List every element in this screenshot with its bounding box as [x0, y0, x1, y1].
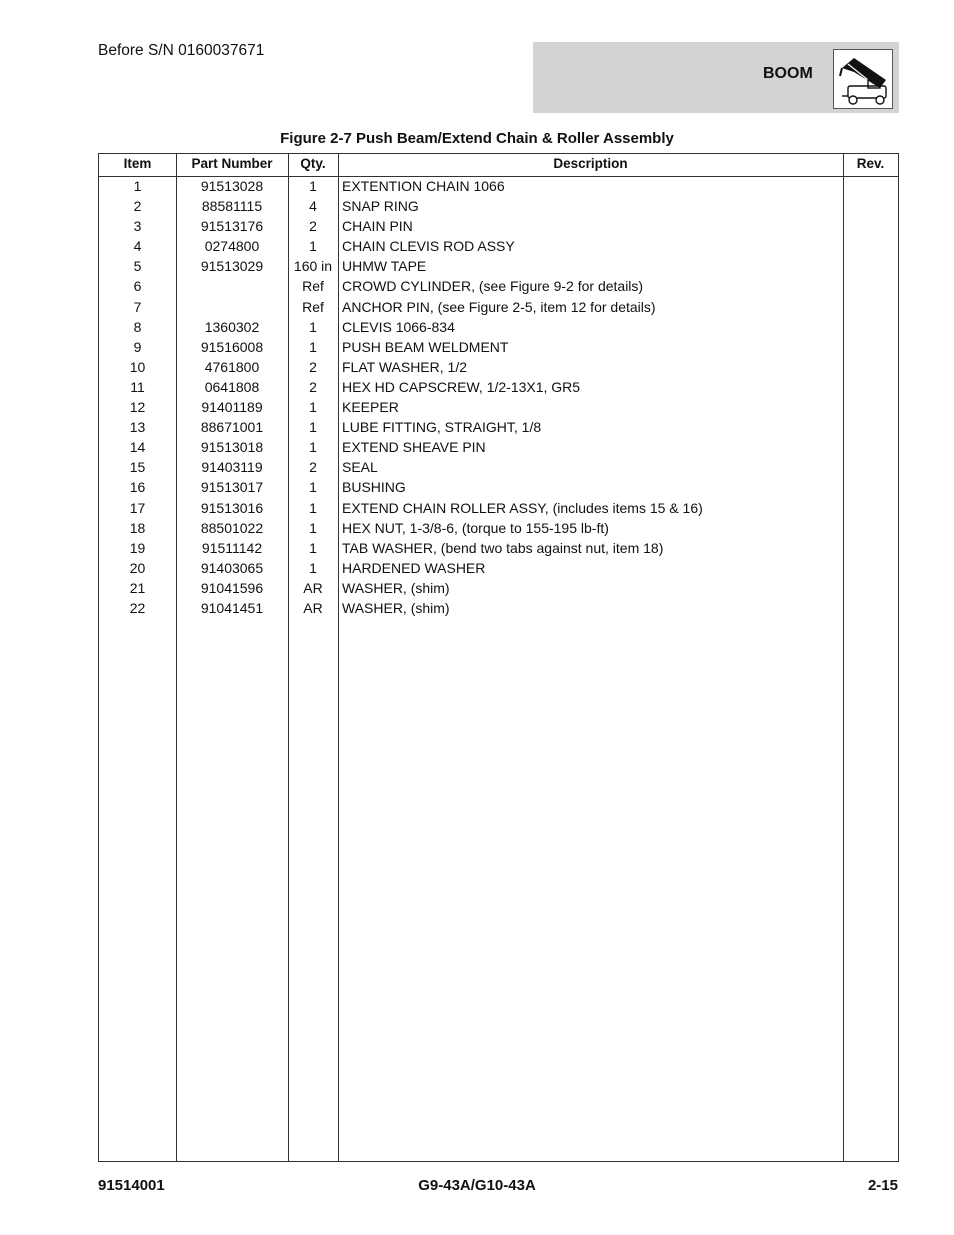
row-description: CLEVIS 1066-834 — [342, 318, 455, 335]
header-rev: Rev. — [856, 156, 885, 171]
row-qty: 1 — [309, 559, 317, 576]
table-row — [99, 317, 898, 337]
row-item: 18 — [129, 519, 146, 536]
table-row — [99, 437, 898, 457]
row-qty: Ref — [302, 278, 324, 295]
row-description: SNAP RING — [342, 198, 419, 215]
boom-machine-icon — [833, 49, 893, 109]
row-item: 16 — [129, 479, 146, 496]
row-description: HEX NUT, 1-3/8-6, (torque to 155-195 lb-ft) — [342, 519, 609, 536]
row-part-number: 0274800 — [204, 238, 260, 255]
row-qty: 1 — [309, 399, 317, 416]
row-item: 17 — [129, 499, 146, 516]
row-description: UHMW TAPE — [342, 258, 427, 275]
row-qty: 4 — [309, 198, 317, 215]
table-row — [99, 518, 898, 538]
row-part-number: 91041451 — [200, 599, 264, 616]
row-part-number: 91513018 — [200, 439, 264, 456]
row-part-number: 91403119 — [201, 459, 263, 476]
row-description: SEAL — [342, 459, 378, 476]
row-qty: AR — [303, 579, 323, 596]
row-qty: 1 — [309, 439, 317, 456]
row-part-number: 0641808 — [204, 378, 260, 395]
row-qty: 1 — [309, 318, 317, 335]
row-description: KEEPER — [342, 399, 399, 416]
table-row — [99, 377, 898, 397]
row-item: 20 — [129, 559, 146, 576]
row-item: 8 — [133, 318, 142, 335]
row-description: HARDENED WASHER — [342, 559, 486, 576]
row-part-number: 4761800 — [204, 358, 260, 375]
row-part-number: 91513029 — [200, 258, 264, 275]
row-description: FLAT WASHER, 1/2 — [342, 358, 467, 375]
row-part-number: 91403065 — [200, 559, 264, 576]
row-qty: 2 — [309, 358, 317, 375]
row-item: 11 — [130, 378, 145, 395]
table-row — [99, 196, 898, 216]
row-qty: 160 in — [293, 258, 333, 275]
row-description: EXTEND CHAIN ROLLER ASSY, (includes items 15 & 16) — [342, 499, 703, 516]
row-qty: 1 — [309, 338, 317, 355]
table-row — [99, 176, 898, 196]
row-qty: 1 — [309, 419, 317, 436]
row-description: WASHER, (shim) — [342, 579, 450, 596]
row-description: EXTENTION CHAIN 1066 — [342, 178, 505, 194]
row-item: 4 — [133, 238, 142, 255]
footer-page-number: 2-15 — [867, 1177, 898, 1194]
row-item: 12 — [129, 399, 146, 416]
row-qty: 1 — [309, 238, 317, 255]
table-row — [99, 417, 898, 437]
table-row — [99, 216, 898, 236]
section-tab — [533, 42, 899, 113]
footer-model: G9-43A/G10-43A — [418, 1177, 536, 1194]
row-description: TAB WASHER, (bend two tabs against nut, item 18) — [342, 539, 664, 556]
row-description: CHAIN PIN — [342, 218, 413, 235]
row-qty: Ref — [302, 298, 324, 315]
table-row — [99, 276, 898, 296]
table-row — [99, 236, 898, 256]
table-row — [99, 558, 898, 578]
row-description: CROWD CYLINDER, (see Figure 9-2 for details) — [342, 278, 644, 295]
table-row — [99, 598, 898, 618]
row-part-number: 91401189 — [201, 399, 263, 416]
row-part-number: 88581115 — [201, 198, 263, 215]
table-row — [99, 297, 898, 317]
table-row — [99, 397, 898, 417]
table-row — [99, 357, 898, 377]
row-qty: 1 — [309, 479, 317, 496]
row-part-number: 91513176 — [200, 218, 264, 235]
figure-title: Figure 2-7 Push Beam/Extend Chain & Roller Assembly — [280, 130, 674, 147]
row-qty: 1 — [309, 178, 317, 194]
row-description: BUSHING — [342, 479, 406, 496]
serial-number: Before S/N 0160037671 — [98, 42, 265, 59]
row-qty: 2 — [309, 378, 317, 395]
row-qty: AR — [303, 599, 323, 616]
header-item: Item — [123, 156, 152, 171]
row-item: 14 — [129, 439, 146, 456]
row-part-number: 88501022 — [200, 519, 264, 536]
row-item: 10 — [129, 358, 146, 375]
row-qty: 1 — [309, 499, 317, 516]
row-item: 1 — [133, 178, 142, 194]
row-description: EXTEND SHEAVE PIN — [342, 439, 486, 456]
row-description: ANCHOR PIN, (see Figure 2-5, item 12 for details) — [342, 298, 656, 315]
parts-table — [98, 153, 899, 1162]
row-item: 22 — [129, 599, 146, 616]
row-part-number: 91513017 — [200, 479, 264, 496]
row-qty: 2 — [309, 218, 317, 235]
table-row — [99, 477, 898, 497]
row-item: 9 — [133, 338, 142, 355]
table-row — [99, 457, 898, 477]
row-qty: 1 — [309, 539, 317, 556]
row-item: 19 — [129, 539, 146, 556]
row-description: WASHER, (shim) — [342, 599, 450, 616]
row-item: 3 — [133, 218, 142, 235]
table-row — [99, 337, 898, 357]
row-item: 7 — [133, 298, 142, 315]
row-item: 2 — [133, 198, 142, 215]
row-part-number: 1360302 — [204, 318, 260, 335]
table-row — [99, 256, 898, 276]
row-item: 13 — [129, 419, 146, 436]
row-description: LUBE FITTING, STRAIGHT, 1/8 — [342, 419, 542, 436]
table-row — [99, 578, 898, 598]
row-part-number: 91041596 — [200, 579, 264, 596]
row-description: HEX HD CAPSCREW, 1/2-13X1, GR5 — [342, 378, 581, 395]
row-item: 6 — [133, 278, 142, 295]
row-part-number: 91513016 — [200, 499, 264, 516]
row-qty: 1 — [309, 519, 317, 536]
row-item: 5 — [133, 258, 142, 275]
row-qty: 2 — [309, 459, 317, 476]
header-qty: Qty. — [300, 156, 326, 171]
row-description: PUSH BEAM WELDMENT — [342, 338, 509, 355]
row-part-number: 88671001 — [200, 419, 264, 436]
table-header — [99, 154, 898, 177]
row-part-number: 91513028 — [200, 178, 264, 194]
table-row — [99, 498, 898, 518]
row-part-number: 91516008 — [200, 338, 264, 355]
footer-part-number: 91514001 — [98, 1177, 165, 1194]
header-part-number: Part Number — [191, 156, 273, 171]
row-part-number: 91511142 — [201, 539, 263, 556]
table-row — [99, 538, 898, 558]
row-description: CHAIN CLEVIS ROD ASSY — [342, 238, 515, 255]
row-item: 21 — [129, 579, 146, 596]
section-title: BOOM — [763, 65, 813, 82]
header-description: Description — [553, 156, 628, 171]
table-body — [99, 176, 898, 618]
row-item: 15 — [129, 459, 146, 476]
